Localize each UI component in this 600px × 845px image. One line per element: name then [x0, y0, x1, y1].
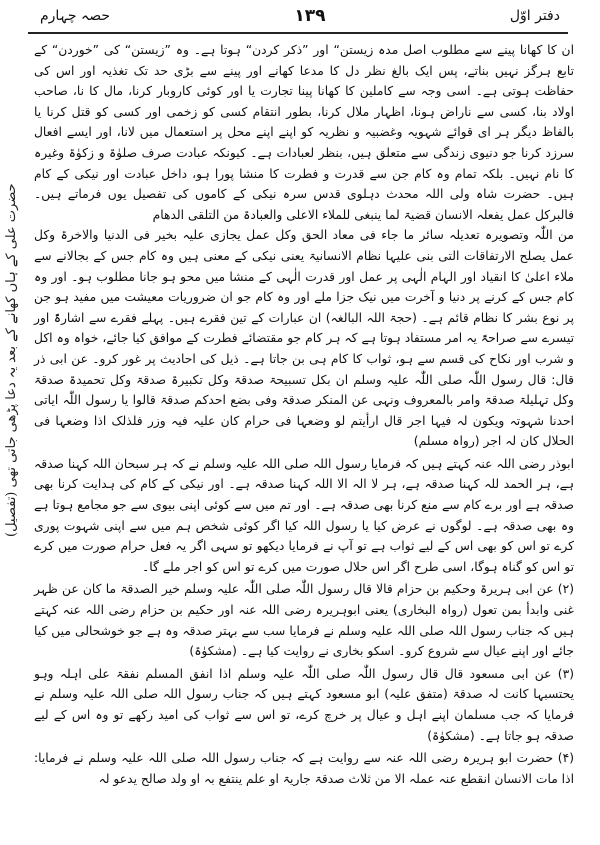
paragraph-2: من اللّٰہ وتصویرہ تعدیلہ سائر ما جاء فی معاد الحق وکل عمل یجازی علیہ بخیر فی الدنیا والاخرۃ وکل عمل یصلح الارتفاقات التی بنی علیہا نظام الانسانیۃ یعنی نیکی کے معنی ہیں وہ کام جس کے بجالانے سے ملاء اعلیٰ کا انقیاد اور الہام الٰہی پر عمل اور قدرت الٰہی کے منشا میں محو ہو جانا مطلوب ہو۔ اور وہ کام جس کے کرنے پر دنیا و آخرت میں نیک جزا ملے اور وہ کام جو ان ضروریات معیشت میں مفید ہو جن پر نوع بشر کا نظام قائم ہے۔ (حجۃ اللہ البالغہ) ان عبارات کے تین فقرے ہیں۔ پہلے فقرے سے اشارۃً اور تیسرے سے صراحۃً یہ امر مستفاد ہوتا ہے کہ ہر کام جو مقتضائے فطرت کے موافق کیا جائے، خواہ وہ اکل و شرب اور نکاح کی قسم سے ہو، ثواب کا کام ہی بن جاتا ہے۔ ذیل کی احادیث پر غور کرو۔ عن ابی ذر قال: قال رسول اللّٰہ صلی اللّٰہ علیہ وسلم ان بکل تسبیحۃ صدقۃ وکل تکبیرۃ صدقۃ وکل تحمیدۃ صدقۃ وکل تہلیلۃ صدقۃ وامر بالمعروف ونہی عن المنکر صدقۃ وفی بضع احدکم صدقۃ قالوا یا رسول اللّٰہ ایاتی احدنا شہوتہ ویکون لہ فیہا اجر قال ارأیتم لو وضعہا فی حرام کان علیہ فیہ وزر فلذلک اذا وضعہا فی الحلال کان لہ اجر (رواہ مسلم) — [34, 228, 574, 449]
header-rule — [28, 32, 568, 34]
paragraph-3: ابوذر رضی اللہ عنہ کہتے ہیں کہ فرمایا رسول اللہ صلی اللہ علیہ وسلم نے کہ ہر سبحان اللہ کہنا صدقہ ہے، ہر الحمد للہ کہنا صدقہ ہے، ہر لا الہ الا اللہ کہنا صدقہ ہے۔ اور نیکی کے کام کی ہدایت کرنا بھی صدقہ ہے اور برے کام سے منع کرنا بھی صدقہ ہے۔ اور تم میں سے کوئی اپنی بیوی سے جو مجامع ہوتا ہے وہ بھی صدقہ ہے۔ لوگوں نے عرض کیا یا رسول اللہ کیا اگر کوئی شخص ہم میں سے اپنی شہوت پوری کرے تو اس کو بھی اس کے لیے ثواب ہے تو آپ نے فرمایا دیکھو تو سہی اگر یہ فعل حرام صورت میں کرے تو اس کو گناہ ہوگا، اسی طرح اگر اس حلال صورت میں کرے تو اس کو اجر ملے گا۔ — [34, 456, 574, 574]
page-number: ۱۳۹ — [294, 6, 326, 26]
volume-label: دفتر اوّل — [509, 8, 560, 24]
part-label: حصہ چہارم — [40, 8, 110, 24]
paragraph-5: (۳) عن ابی مسعود قال قال رسول اللّٰہ صلی اللّٰہ علیہ وسلم اذا انفق المسلم نفقۃ علی اہلہ وہو یحتسبہا کانت لہ صدقۃ (متفق علیہ) ابو مسعود کہتے ہیں کہ جناب رسول اللہ صلی اللہ علیہ وسلم نے فرمایا کہ جب مسلمان اپنے اہل و عیال پر خرچ کرے، تو اس سے ثواب کی امید رکھے تو وہ اس کے لیے صدقہ ہو جاتا ہے۔ (مشکوٰۃ) — [34, 666, 574, 743]
paragraph-4: (۲) عن ابی ہریرۃ وحکیم بن حزام قالا قال رسول اللّٰہ صلی اللّٰہ علیہ وسلم خیر الصدقۃ ما کان عن ظہر غنی وابدأ بمن تعول (رواہ البخاری) یعنی ابوہریرہ رضی اللہ عنہ اور حکیم بن حزام رضی اللہ عنہ کہتے ہیں کہ جناب رسول اللہ صلی اللہ علیہ وسلم نے فرمایا سب سے بہتر صدقہ وہ ہے جو خوشحالی میں کیا جائے اور اپنے عیال سے شروع کرو۔ اسکو بخاری نے روایت کیا ہے۔ (مشکوٰۃ) — [34, 582, 574, 659]
page-body — [34, 40, 574, 840]
paragraph-1: ان کا کھانا پینے سے مطلوب اصل مدہ زیستن“ اور ”ذکر کردن“ ہوتا ہے۔ وہ ”زیستن“ کی ”خوردن“ کے تابع ہرگز نہیں بناتے، پس ایک بالغ نظر دل کا مدعا کھانے اور پینے سے بڑی حد تک تغذیہ اور اس کی حفاظت ہوتی ہے۔ اسی وجہ سے کاملین کا کھانا پینا تجارت یا اور کوئی کاروبار کرنا، مال کا نا، صاحب اولاد بنا، کسی سے ناراض ہونا، اظہار ملال کرنا، بطور انتقام کسی کو زخمی اور کسی کو قتل کرنا یا بالفاظ دیگر ہر ای قوائے شہویہ وغضبیہ و نظریہ کو اپنے اپنے محل پر استعمال میں لانا، اور ایسے افعال سرزد کرنا جو دنیوی زندگی سے متعلق ہیں، بنظر لعبادات ہے۔ کیونکہ عبادت صرف صلوٰۃ و زکوٰۃ وغیرہ کا نام نہیں۔ بلکہ تمام وہ کام جن سے قدرت و فطرت کا منشا پورا ہو، داخل عبادت اور نیکی کے کام ہیں۔ حضرت شاہ ولی اللہ محدث دہلوی قدس سرہ نیکی کے کاموں کی تفصیل یوں فرماتے ہیں۔ فالبرکل عمل یفعلہ الانسان قضیۃ لما ینبغی للملاء الاعلی والعبادۃ من التلقی الدھام — [34, 43, 574, 222]
handwritten-margin-note: حضرت علی کے ہاں کھانے کے بعد یہ دعا پڑھی جاتی تھی (تفصیل) — [4, 183, 19, 537]
paragraph-6: (۴) حضرت ابو ہریرہ رضی اللہ عنہ سے روایت ہے کہ جناب رسول اللہ صلی اللہ علیہ وسلم نے فرمایا: اذا مات الانسان انقطع عنہ عملہ الا من ثلاث صدقۃ جاریۃ او علم ینتفع بہ او ولد صالح یدعو لہ — [34, 751, 574, 786]
page-header — [40, 4, 560, 28]
